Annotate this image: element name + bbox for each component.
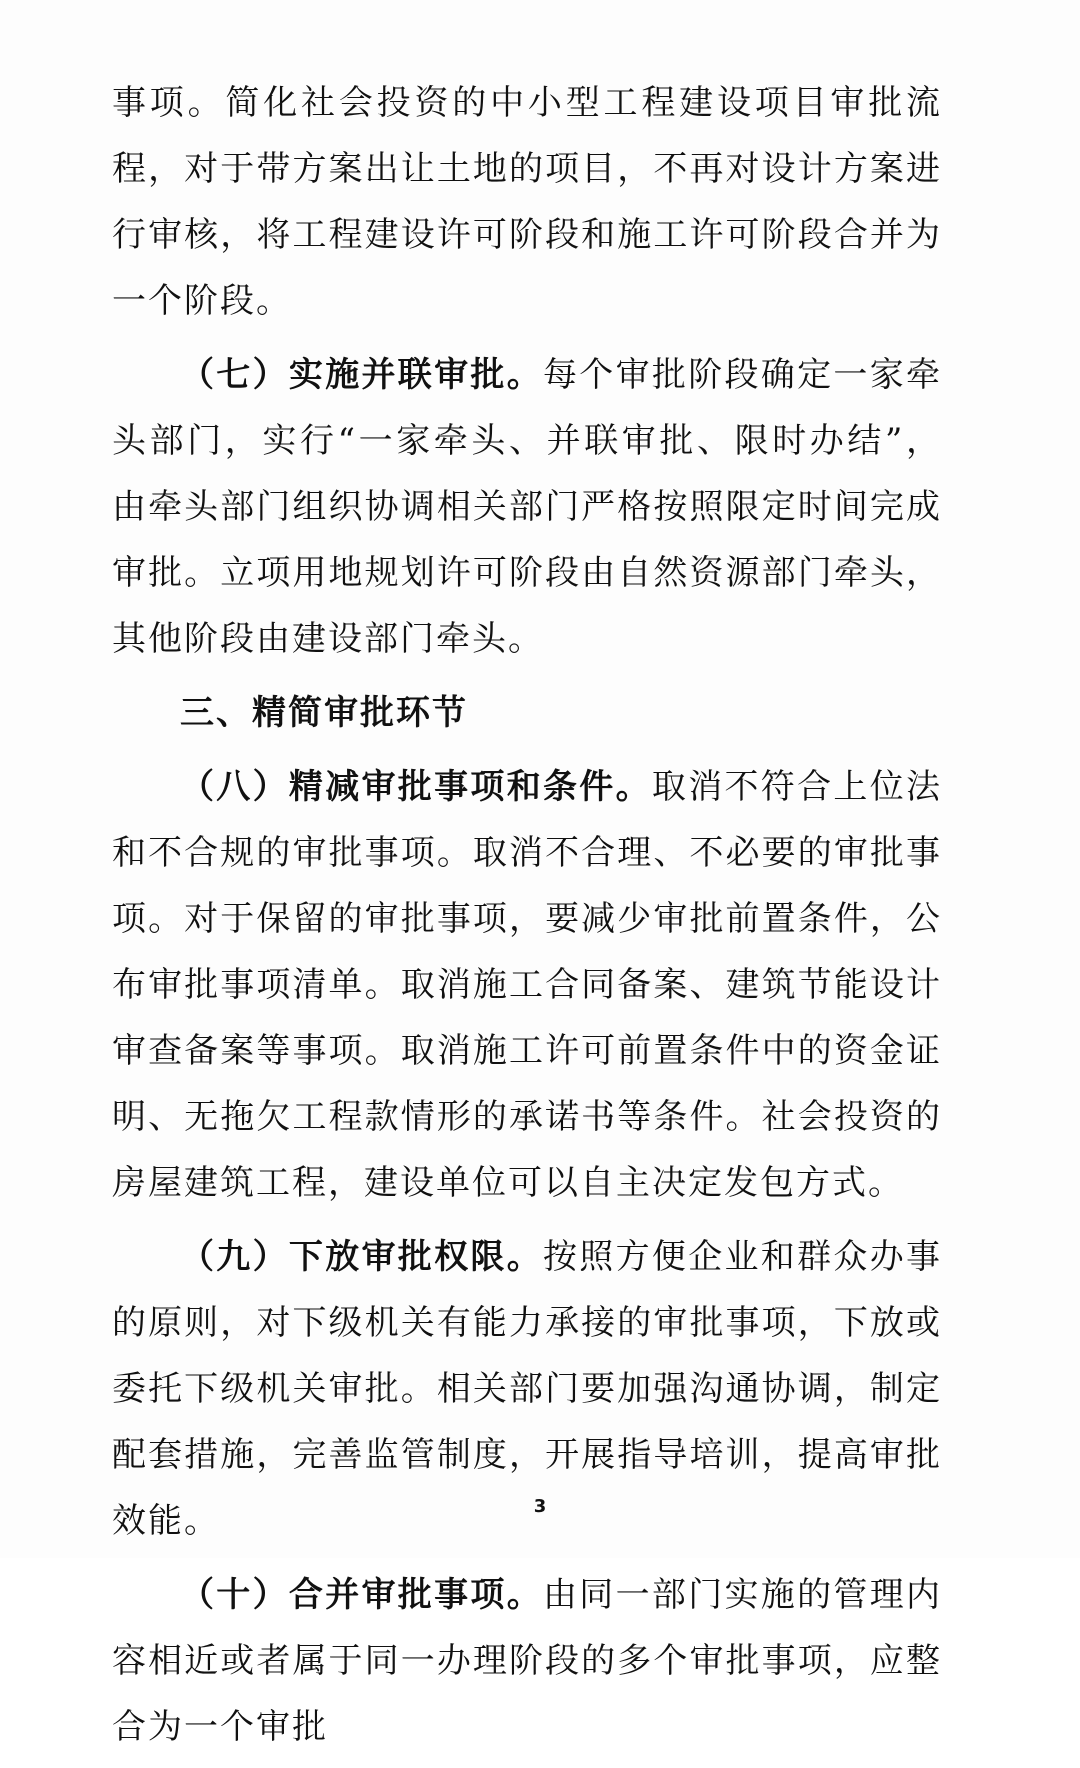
paragraph-lead: （八）精减审批事项和条件。 (180, 767, 652, 807)
paragraph-lead: （十）合并审批事项。 (180, 1575, 543, 1615)
paragraph-text: 事项。简化社会投资的中小型工程建设项目审批流程，对于带方案出让土地的项目，不再对设计方案进行审核，将工程建设许可阶段和施工许可阶段合并为一个阶段。 (112, 83, 942, 321)
page-number: 3 (533, 1496, 547, 1517)
paragraph-text: 取消不符合上位法和不合规的审批事项。取消不合理、不必要的审批事项。对于保留的审批事项，要减少审批前置条件，公布审批事项清单。取消施工合同备案、建筑节能设计审查备案等事项。取消施工许可前置条件中的资金证明、无拖欠工程款情形的承诺书等条件。社会投资的房屋建筑工程，建设单位可以自主决定发包方式。 (112, 767, 943, 1203)
paragraph-lead: （九）下放审批权限。 (180, 1237, 543, 1277)
paragraph-text: 每个审批阶段确定一家牵头部门，实行“一家牵头、并联审批、限时办结”，由牵头部门组织协调相关部门严格按照限定时间完成审批。立项用地规划许可阶段由自然资源部门牵头，其他阶段由建设部门牵头。 (112, 355, 942, 659)
section-heading: 三、精简审批环节 (180, 693, 468, 733)
paragraph-text: 按照方便企业和群众办事的原则，对下级机关有能力承接的审批事项，下放或委托下级机关审批。相关部门要加强沟通协调，制定配套措施，完善监管制度，开展指导培训，提高审批效能。 (112, 1237, 942, 1541)
paragraph-item-7 (112, 342, 942, 672)
paragraph-text: 由同一部门实施的管理内容相近或者属于同一办理阶段的多个审批事项，应整合为一个审批 (112, 1575, 942, 1747)
paragraph-item-10 (112, 1562, 942, 1760)
paragraph-item-8 (112, 754, 942, 1216)
paragraph-lead: （七）实施并联审批。 (180, 355, 543, 395)
paragraph-continuation (112, 70, 942, 334)
